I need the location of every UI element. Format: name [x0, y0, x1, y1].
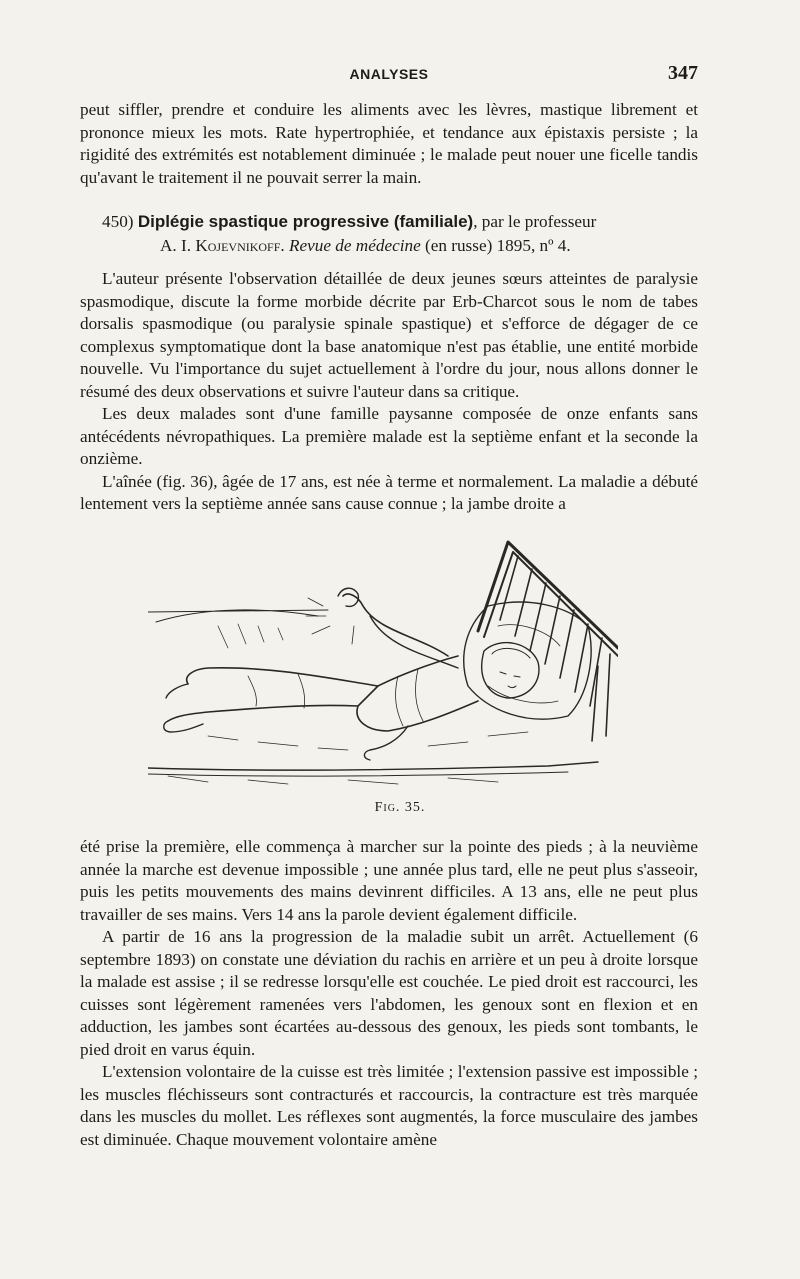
- paragraph-continued: peut siffler, prendre et conduire les aliments avec les lèvres, mastique librement et prononce mieux les mots. Rate hypertrophiée, et tendance aux épistaxis persiste ; la rigidité des extrémités est notablement diminuée ; le malade peut nouer une ficelle tandis qu'avant le traitement il ne pouvait serrer la main.: [80, 100, 698, 187]
- entry-title: Diplégie spastique progressive (familiale): [137, 212, 474, 231]
- entry-journal: Revue de médecine: [289, 235, 421, 255]
- paragraph: L'aînée (fig. 36), âgée de 17 ans, est née à terme et normalement. La maladie a débuté lentement vers la septième année sans cause connue ; la jambe droite a: [80, 471, 698, 513]
- running-title: ANALYSES: [349, 66, 429, 82]
- patient-on-bed-illustration: [148, 536, 618, 786]
- top-text: [80, 99, 698, 189]
- running-head: [80, 62, 698, 86]
- entry-by: , par le professeur: [473, 212, 597, 231]
- entry-details: (en russe) 1895, nº 4.: [425, 235, 571, 255]
- entry-number: 450): [102, 212, 134, 231]
- entry-heading: [80, 211, 698, 234]
- paragraph: été prise la première, elle commença à marcher sur la pointe des pieds ; à la neuvième année la marche est devenue impossible ; une année plus tard, elle ne peut plus s'asseoir, puis les petits mouvements des mains devinrent difficiles. A 13 ans, elle ne peut plus travailler de ses mains. Vers 14 ans la parole devient également difficile.: [80, 837, 698, 924]
- paragraph: Les deux malades sont d'une famille paysanne composée de onze enfants sans antécédents névropathiques. La première malade est la septième enfant et la seconde la onzième.: [80, 404, 698, 468]
- page-number: 347: [668, 62, 698, 84]
- entry-reference: [80, 235, 698, 258]
- entry-author: A. I. Kojevnikoff.: [160, 235, 285, 255]
- paragraph: A partir de 16 ans la progression de la maladie subit un arrêt. Actuellement (6 septembre 1893) on constate une déviation du rachis en arrière et un peu à droite lorsque la malade est assise ; il se redresse lorsqu'elle est couchée. Le pied droit est raccourci, les cuisses sont légèrement ramenées vers l'abdomen, les genoux sont en flexion et en adduction, les jambes sont écartées au-dessous des genoux, les pieds sont tombants, le pied droit en varus équin.: [80, 927, 698, 1059]
- bottom-text: [80, 836, 698, 1151]
- entry-section: [80, 211, 698, 516]
- figure-caption: Fig. 35.: [374, 800, 426, 815]
- paragraph: L'extension volontaire de la cuisse est très limitée ; l'extension passive est impossible ; les muscles fléchisseurs sont contracturés et raccourcis, la contracture est très marquée dans les muscles du mollet. Les réflexes sont augmentés, la force musculaire des jambes est diminuée. Chaque mouvement volontaire amène: [80, 1062, 698, 1149]
- paragraph: L'auteur présente l'observation détaillée de deux jeunes sœurs atteintes de paralysie spasmodique, discute la forme morbide décrite par Erb-Charcot sous le nom de tabes dorsalis spasmodique (ou paralysie spinale spastique) et s'efforce de dégager de ce complexus symptomatique dont la base anatomique n'est pas établie, une entité morbide nouvelle. Vu l'importance du sujet actuellement à l'ordre du jour, nous allons donner le résumé des deux observations et suivre l'auteur dans sa critique.: [80, 269, 698, 401]
